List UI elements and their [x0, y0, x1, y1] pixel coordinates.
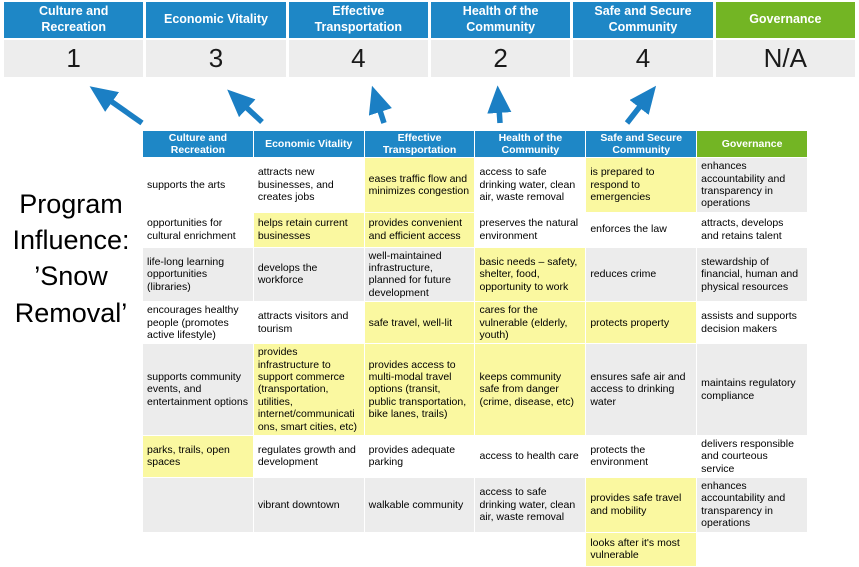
slide-title: Program Influence: ’Snow Removal’: [12, 189, 130, 328]
influence-matrix-table: [142, 130, 808, 567]
matrix-cell: preserves the natural environment: [475, 212, 586, 247]
matrix-row: [143, 532, 808, 566]
matrix-row: [143, 478, 808, 533]
matrix-header-row: [143, 131, 808, 158]
matrix-cell: delivers responsible and courteous service: [697, 435, 808, 477]
matrix-row: [143, 212, 808, 247]
matrix-cell: opportunities for cultural enrichment: [143, 212, 254, 247]
matrix-cell: enhances accountability and transparency in operations: [697, 158, 808, 213]
priority-card: [716, 2, 855, 77]
matrix-cell: looks after it's most vulnerable: [586, 532, 697, 566]
matrix-cell: provides safe travel and mobility: [586, 478, 697, 533]
matrix-cell: keeps community safe from danger (crime, disease, etc): [475, 344, 586, 436]
matrix-cell: basic needs – safety, shelter, food, opportunity to work: [475, 247, 586, 302]
matrix-body: [143, 158, 808, 566]
influence-arrow-up-right-5: [627, 91, 652, 123]
matrix-cell: protects property: [586, 302, 697, 344]
matrix-row: [143, 247, 808, 302]
matrix-cell: [143, 478, 254, 533]
matrix-cell: protects the environment: [586, 435, 697, 477]
matrix-cell: [364, 532, 475, 566]
matrix-cell: enforces the law: [586, 212, 697, 247]
matrix-cell: well-maintained infrastructure, planned for future development: [364, 247, 475, 302]
matrix-column-header: Effective Transportation: [364, 131, 475, 158]
matrix-cell: [475, 532, 586, 566]
influence-arrow-up-4: [498, 92, 500, 123]
priority-card: [289, 2, 428, 77]
matrix-cell: attracts, develops and retains talent: [697, 212, 808, 247]
matrix-cell: reduces crime: [586, 247, 697, 302]
priority-score: 2: [431, 40, 570, 77]
matrix-column-header: Health of the Community: [475, 131, 586, 158]
matrix-cell: provides access to multi-modal travel options (transit, public transportation, bike lanes, trails): [364, 344, 475, 436]
matrix-cell: encourages healthy people (promotes active lifestyle): [143, 302, 254, 344]
matrix-cell: helps retain current businesses: [253, 212, 364, 247]
matrix-column-header: Governance: [697, 131, 808, 158]
matrix-cell: provides convenient and efficient access: [364, 212, 475, 247]
matrix-cell: [697, 532, 808, 566]
priority-label: Economic Vitality: [146, 2, 285, 38]
priority-card: [431, 2, 570, 77]
matrix-column-header: Safe and Secure Community: [586, 131, 697, 158]
matrix-column-header: Economic Vitality: [253, 131, 364, 158]
priority-label: Safe and Secure Community: [573, 2, 712, 38]
matrix-cell: provides adequate parking: [364, 435, 475, 477]
influence-arrow-up-left-2: [232, 94, 262, 122]
matrix-cell: cares for the vulnerable (elderly, youth): [475, 302, 586, 344]
matrix-cell: ensures safe air and access to drinking water: [586, 344, 697, 436]
priority-label: Culture and Recreation: [4, 2, 143, 38]
matrix-cell: [143, 532, 254, 566]
matrix-cell: access to safe drinking water, clean air, waste removal: [475, 158, 586, 213]
matrix-cell: enhances accountability and transparency in operations: [697, 478, 808, 533]
matrix-cell: vibrant downtown: [253, 478, 364, 533]
matrix-cell: provides infrastructure to support commerce (transportation, utilities, internet/communications, smart cities, etc): [253, 344, 364, 436]
matrix-cell: assists and supports decision makers: [697, 302, 808, 344]
matrix-row: [143, 302, 808, 344]
priority-label: Effective Transportation: [289, 2, 428, 38]
matrix-cell: supports the arts: [143, 158, 254, 213]
influence-arrow-up-3: [374, 92, 384, 123]
priority-score: N/A: [716, 40, 855, 77]
matrix-column-header: Culture and Recreation: [143, 131, 254, 158]
priority-score: 4: [289, 40, 428, 77]
priority-card: [4, 2, 143, 77]
priority-summary: [4, 2, 855, 77]
matrix-row: [143, 158, 808, 213]
priority-score: 1: [4, 40, 143, 77]
priority-score: 4: [573, 40, 712, 77]
matrix-cell: maintains regulatory compliance: [697, 344, 808, 436]
matrix-cell: safe travel, well-lit: [364, 302, 475, 344]
matrix-cell: develops the workforce: [253, 247, 364, 302]
matrix-cell: parks, trails, open spaces: [143, 435, 254, 477]
matrix-cell: attracts new businesses, and creates jobs: [253, 158, 364, 213]
priority-label: Governance: [716, 2, 855, 38]
matrix-cell: [253, 532, 364, 566]
matrix-cell: supports community events, and entertainment options: [143, 344, 254, 436]
matrix-cell: regulates growth and development: [253, 435, 364, 477]
matrix-cell: walkable community: [364, 478, 475, 533]
matrix-cell: life-long learning opportunities (libraries): [143, 247, 254, 302]
matrix-cell: attracts visitors and tourism: [253, 302, 364, 344]
priority-label: Health of the Community: [431, 2, 570, 38]
matrix-row: [143, 435, 808, 477]
matrix-cell: access to health care: [475, 435, 586, 477]
matrix-cell: access to safe drinking water, clean air, waste removal: [475, 478, 586, 533]
priority-card: [573, 2, 712, 77]
matrix-cell: is prepared to respond to emergencies: [586, 158, 697, 213]
priority-score: 3: [146, 40, 285, 77]
influence-arrow-up-left-1: [95, 90, 142, 123]
priority-card: [146, 2, 285, 77]
matrix-cell: eases traffic flow and minimizes congestion: [364, 158, 475, 213]
matrix-cell: stewardship of financial, human and physical resources: [697, 247, 808, 302]
matrix-row: [143, 344, 808, 436]
